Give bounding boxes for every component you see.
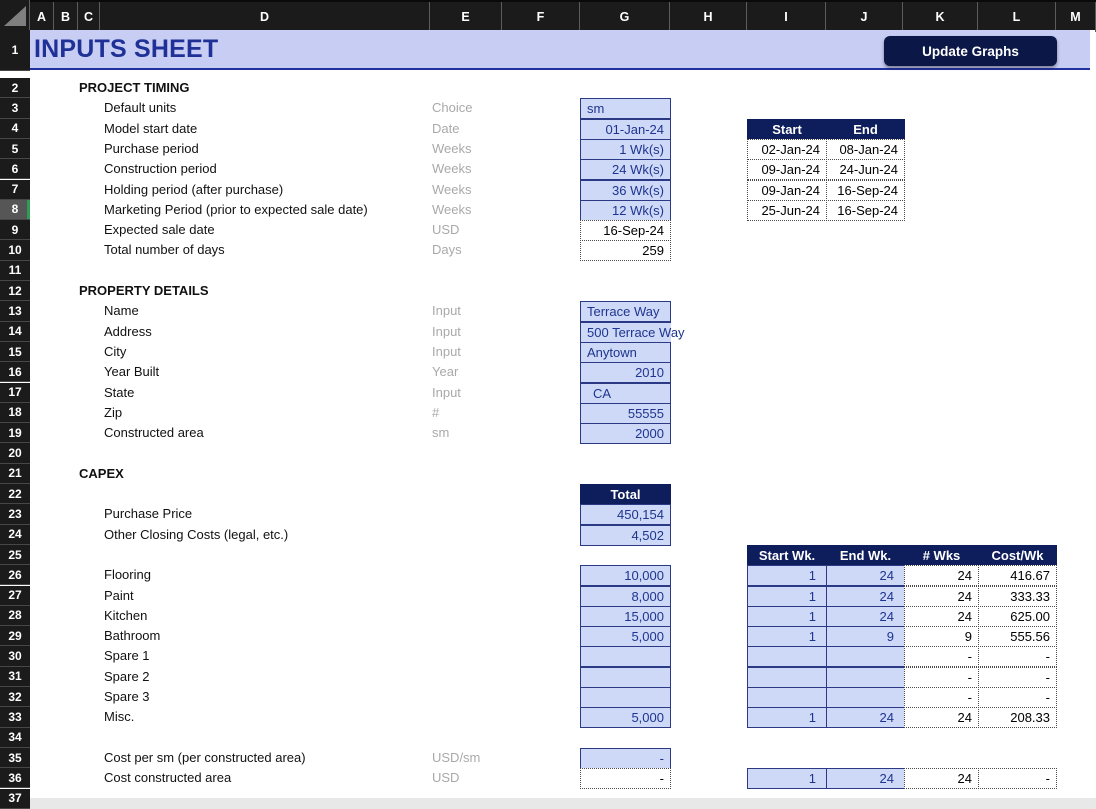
capex-total-header: Total: [580, 484, 671, 505]
unit-label: Weeks: [432, 161, 472, 177]
capex-header-end-wk: End Wk.: [826, 545, 905, 566]
column-header-L[interactable]: L: [978, 2, 1056, 32]
row-header-29[interactable]: 29: [0, 626, 30, 646]
cell-J30[interactable]: [826, 646, 905, 667]
cell-I27[interactable]: 1: [747, 586, 827, 607]
capex-header-num-wks: # Wks: [904, 545, 979, 566]
row-label-city: City: [104, 343, 127, 359]
section-property-details: PROPERTY DETAILS: [79, 283, 209, 298]
column-header-bar: [0, 0, 1096, 30]
row-header-19[interactable]: 19: [0, 423, 30, 443]
row-header-24[interactable]: 24: [0, 525, 30, 545]
cell-G4[interactable]: 01-Jan-24: [580, 119, 671, 140]
unit-label: Input: [432, 303, 461, 319]
row-header-35[interactable]: 35: [0, 748, 30, 768]
row-label-misc: Misc.: [104, 709, 135, 725]
row-header-26[interactable]: 26: [0, 565, 30, 585]
row-label-cost-constructed-area: Cost constructed area: [104, 770, 232, 786]
row-label-zip: Zip: [104, 404, 123, 420]
cell-K29[interactable]: 9: [904, 626, 979, 647]
unit-label: Weeks: [432, 201, 472, 217]
cell-I36[interactable]: 1: [747, 768, 827, 789]
row-label-spare-1: Spare 1: [104, 648, 150, 664]
row-header-25[interactable]: 25: [0, 545, 30, 565]
column-header-H[interactable]: H: [670, 2, 747, 32]
cell-J6[interactable]: 24-Jun-24: [826, 159, 905, 180]
row-header-30[interactable]: 30: [0, 646, 30, 666]
row-header-33[interactable]: 33: [0, 707, 30, 727]
row-header-37[interactable]: 37: [0, 789, 30, 809]
cell-G29[interactable]: 5,000: [580, 626, 671, 647]
row-label-constructed-area: Constructed area: [104, 425, 204, 441]
cell-G27[interactable]: 8,000: [580, 586, 671, 607]
unit-label: #: [432, 404, 440, 420]
cell-J8[interactable]: 16-Sep-24: [826, 200, 905, 221]
cell-I26[interactable]: 1: [747, 565, 827, 586]
cell-G32[interactable]: [580, 687, 671, 708]
unit-label: Input: [432, 384, 461, 400]
row-label-address: Address: [104, 323, 152, 339]
cell-I32[interactable]: [747, 687, 827, 708]
cell-K27[interactable]: 24: [904, 586, 979, 607]
cell-L36[interactable]: -: [978, 768, 1057, 789]
row-header-20[interactable]: 20: [0, 443, 30, 463]
cell-I8[interactable]: 25-Jun-24: [747, 200, 827, 221]
cell-L30[interactable]: -: [978, 646, 1057, 667]
row-label-name: Name: [104, 303, 139, 319]
cell-G7[interactable]: 36 Wk(s): [580, 180, 671, 201]
row-header-11[interactable]: 11: [0, 261, 30, 281]
update-graphs-button[interactable]: Update Graphs: [884, 36, 1057, 66]
cell-J27[interactable]: 24: [826, 586, 905, 607]
row-header-21[interactable]: 21: [0, 464, 30, 484]
unit-label: Input: [432, 323, 461, 339]
column-header-C[interactable]: C: [78, 2, 100, 32]
cell-I31[interactable]: [747, 667, 827, 688]
cell-I33[interactable]: 1: [747, 707, 827, 728]
cell-I28[interactable]: 1: [747, 606, 827, 627]
row-label-purchase-price: Purchase Price: [104, 506, 193, 522]
row-header-18[interactable]: 18: [0, 403, 30, 423]
row-header-31[interactable]: 31: [0, 667, 30, 687]
row-header-9[interactable]: 9: [0, 220, 30, 240]
row-header-3[interactable]: 3: [0, 98, 30, 118]
row-label-total-days: Total number of days: [104, 242, 225, 258]
cell-K36[interactable]: 24: [904, 768, 979, 789]
cell-G35[interactable]: -: [580, 748, 671, 769]
row-label-spare-3: Spare 3: [104, 689, 150, 704]
row-label-kitchen: Kitchen: [104, 607, 148, 623]
column-header-B[interactable]: B: [54, 2, 78, 32]
row-label-other-closing-costs: Other Closing Costs (legal, etc.): [104, 526, 289, 542]
capex-header-cost-wk: Cost/Wk: [978, 545, 1057, 566]
cell-L27[interactable]: 333.33: [978, 586, 1057, 607]
cell-G31[interactable]: [580, 667, 671, 688]
unit-label: Choice: [432, 100, 473, 116]
row-header-7[interactable]: 7: [0, 180, 30, 200]
timing-header-start: Start: [747, 119, 827, 140]
row-header-6[interactable]: 6: [0, 159, 30, 179]
row-header-32[interactable]: 32: [0, 687, 30, 707]
row-label-cost-per-sm: Cost per sm (per constructed area): [104, 749, 306, 765]
cell-I7[interactable]: 09-Jan-24: [747, 180, 827, 201]
row-header-5[interactable]: 5: [0, 139, 30, 159]
row-label-state: State: [104, 384, 135, 400]
cell-J5[interactable]: 08-Jan-24: [826, 139, 905, 160]
row-header-14[interactable]: 14: [0, 322, 30, 342]
cell-G9[interactable]: 16-Sep-24: [580, 220, 671, 241]
row-header-34[interactable]: 34: [0, 728, 30, 748]
row-label-purchase-period: Purchase period: [104, 140, 199, 156]
cell-K33[interactable]: 24: [904, 707, 979, 728]
unit-label: Year: [432, 364, 459, 380]
cell-G13[interactable]: Terrace Way: [580, 301, 671, 322]
cell-I30[interactable]: [747, 646, 827, 667]
column-header-J[interactable]: J: [826, 2, 903, 32]
row-label-marketing-period: Marketing Period (prior to expected sale date): [104, 201, 368, 217]
cell-I6[interactable]: 09-Jan-24: [747, 159, 827, 180]
column-header-G[interactable]: G: [580, 2, 670, 32]
row-header-22[interactable]: 22: [0, 484, 30, 504]
unit-label: Days: [432, 242, 462, 258]
row-header-28[interactable]: 28: [0, 606, 30, 626]
cell-J32[interactable]: [826, 687, 905, 708]
unit-label: USD: [432, 222, 460, 238]
cell-I5[interactable]: 02-Jan-24: [747, 139, 827, 160]
row-header-15[interactable]: 15: [0, 342, 30, 362]
cell-G17[interactable]: CA: [580, 383, 671, 404]
row-header-8[interactable]: 8: [0, 200, 30, 220]
cell-G3[interactable]: sm: [580, 98, 671, 119]
unit-label: Weeks: [432, 140, 472, 156]
row-header-13[interactable]: 13: [0, 301, 30, 321]
cell-L28[interactable]: 625.00: [978, 606, 1057, 627]
section-project-timing: PROJECT TIMING: [79, 80, 190, 95]
unit-label: sm: [432, 425, 450, 441]
cell-I29[interactable]: 1: [747, 626, 827, 647]
column-header-A[interactable]: A: [30, 2, 54, 32]
row-header-10[interactable]: 10: [0, 240, 30, 260]
section-capex: CAPEX: [79, 465, 124, 481]
row-label-paint: Paint: [104, 587, 134, 603]
select-all-corner[interactable]: [0, 0, 30, 30]
column-header-I[interactable]: I: [747, 2, 826, 32]
unit-label: Date: [432, 120, 460, 136]
row-label-flooring: Flooring: [104, 567, 151, 583]
unit-label: Input: [432, 343, 461, 359]
row-header-2[interactable]: 2: [0, 78, 30, 98]
column-header-E[interactable]: E: [430, 2, 502, 32]
cell-J26[interactable]: 24: [826, 565, 905, 586]
cell-L33[interactable]: 208.33: [978, 707, 1057, 728]
cell-K26[interactable]: 24: [904, 565, 979, 586]
cell-L29[interactable]: 555.56: [978, 626, 1057, 647]
capex-header-start-wk: Start Wk.: [747, 545, 827, 566]
row-header-27[interactable]: 27: [0, 586, 30, 606]
row-label-model-start-date: Model start date: [104, 120, 198, 136]
cell-G23[interactable]: 450,154: [580, 504, 671, 525]
cell-G18[interactable]: 55555: [580, 403, 671, 424]
unit-label: USD: [432, 770, 460, 786]
page-title: INPUTS SHEET: [34, 34, 219, 63]
cell-K28[interactable]: 24: [904, 606, 979, 627]
cell-G8[interactable]: 12 Wk(s): [580, 200, 671, 221]
select-all-triangle-icon: [4, 6, 26, 26]
cell-J33[interactable]: 24: [826, 707, 905, 728]
row-label-spare-2: Spare 2: [104, 668, 150, 684]
cell-G10[interactable]: 259: [580, 240, 671, 261]
row-header-1[interactable]: 1: [0, 30, 30, 71]
cell-L26[interactable]: 416.67: [978, 565, 1057, 586]
unit-label: Weeks: [432, 181, 472, 197]
cell-G16[interactable]: 2010: [580, 362, 671, 383]
row-header-23[interactable]: 23: [0, 504, 30, 524]
row-header-36[interactable]: 36: [0, 768, 30, 788]
timing-header-end: End: [826, 119, 905, 140]
cell-J31[interactable]: [826, 667, 905, 688]
row-header-12[interactable]: 12: [0, 281, 30, 301]
row-header-17[interactable]: 17: [0, 383, 30, 403]
cell-G36[interactable]: -: [580, 768, 671, 789]
cell-J29[interactable]: 9: [826, 626, 905, 647]
row-label-default-units: Default units: [104, 100, 177, 116]
row-label-holding-period: Holding period (after purchase): [104, 181, 284, 197]
column-header-D[interactable]: D: [100, 2, 430, 32]
cell-G26[interactable]: 10,000: [580, 565, 671, 586]
cell-G14[interactable]: 500 Terrace Way: [580, 322, 671, 343]
column-header-F[interactable]: F: [502, 2, 580, 32]
cell-L32[interactable]: -: [978, 687, 1057, 708]
cell-G5[interactable]: 1 Wk(s): [580, 139, 671, 160]
row-label-construction-period: Construction period: [104, 161, 217, 177]
cell-K30[interactable]: -: [904, 646, 979, 667]
cell-K32[interactable]: -: [904, 687, 979, 708]
cell-J36[interactable]: 24: [826, 768, 905, 789]
column-header-M[interactable]: M: [1056, 2, 1096, 32]
cell-J28[interactable]: 24: [826, 606, 905, 627]
row-label-expected-sale-date: Expected sale date: [104, 222, 215, 238]
column-header-K[interactable]: K: [903, 2, 978, 32]
row-header-4[interactable]: 4: [0, 119, 30, 139]
cell-G19[interactable]: 2000: [580, 423, 671, 444]
cell-G33[interactable]: 5,000: [580, 707, 671, 728]
cell-G6[interactable]: 24 Wk(s): [580, 159, 671, 180]
cell-G15[interactable]: Anytown: [580, 342, 671, 363]
row-label-bathroom: Bathroom: [104, 628, 161, 644]
cell-G28[interactable]: 15,000: [580, 606, 671, 627]
row-header-16[interactable]: 16: [0, 362, 30, 382]
row-label-year-built: Year Built: [104, 364, 160, 380]
cell-G30[interactable]: [580, 646, 671, 667]
cell-K31[interactable]: -: [904, 667, 979, 688]
cell-G24[interactable]: 4,502: [580, 525, 671, 546]
cell-J7[interactable]: 16-Sep-24: [826, 180, 905, 201]
cell-L31[interactable]: -: [978, 667, 1057, 688]
unit-label: USD/sm: [432, 749, 481, 765]
